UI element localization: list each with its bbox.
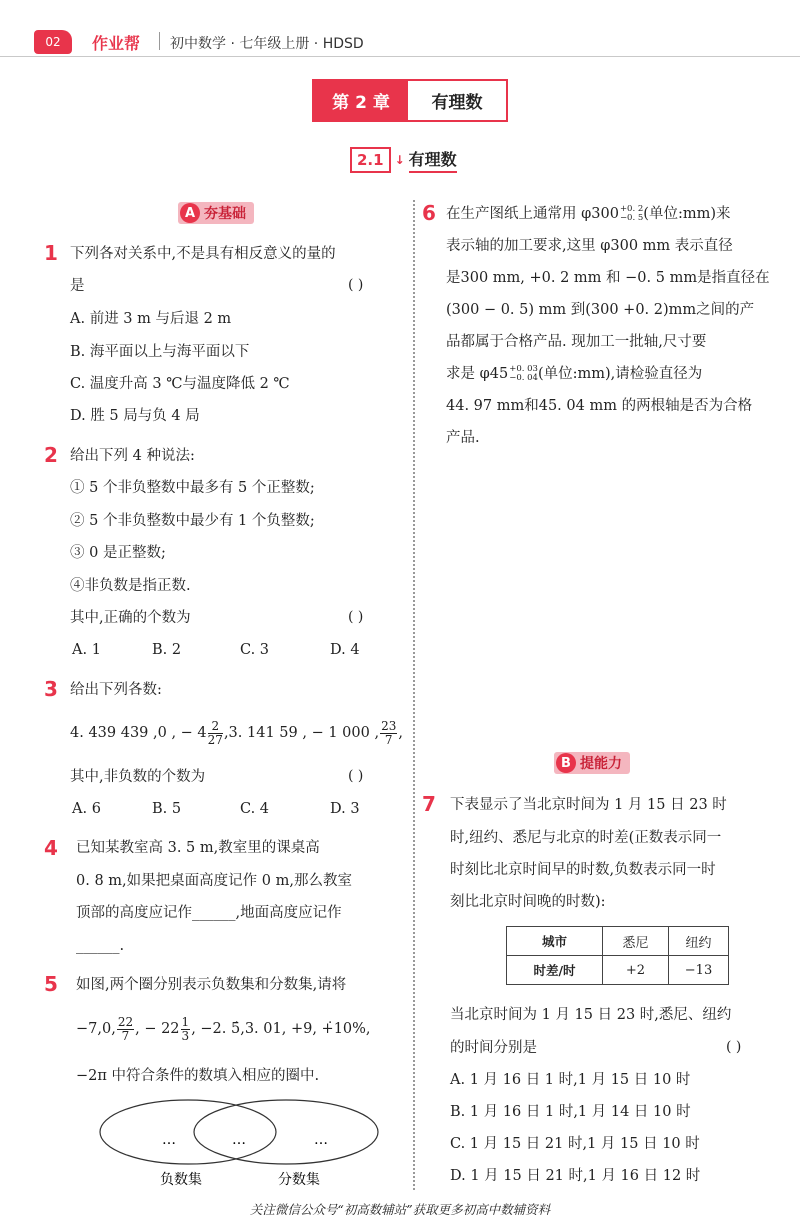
q2-option-b: B. 2 <box>152 642 182 658</box>
q5-fraction-2-num: 1 <box>181 1014 190 1029</box>
q7-option-d: D. 1 月 15 日 21 时,1 月 16 日 12 时 <box>450 1168 701 1184</box>
q2-stem: 给出下列 4 种说法: <box>70 448 195 464</box>
section-name: 有理数 <box>409 147 457 173</box>
q5-fraction-1-den: 7 <box>121 1028 130 1043</box>
venn-diagram <box>96 1092 386 1192</box>
q5-fraction-1-num: 22 <box>117 1014 134 1029</box>
q6-line-7: 44. 97 mm和45. 04 mm 的两根轴是否为合格 <box>446 398 753 414</box>
question-number-4: 4 <box>44 836 58 860</box>
header-rule <box>0 56 800 57</box>
q7-option-b: B. 1 月 16 日 1 时,1 月 14 日 10 时 <box>450 1104 691 1120</box>
q5-fraction-2 <box>181 1016 191 1043</box>
q1-option-c: C. 温度升高 3 ℃与温度降低 2 ℃ <box>70 376 290 392</box>
question-number-1: 1 <box>44 241 58 265</box>
page-number: 02 <box>34 30 72 54</box>
q6-line-2: 表示轴的加工要求,这里 φ300 mm 表示直径 <box>446 238 733 254</box>
table-cell: +2 <box>603 956 669 985</box>
tag-letter-b: B <box>556 753 576 773</box>
q3-fraction-1-num: 2 <box>208 720 223 734</box>
venn-right-label: 分数集 <box>278 1172 320 1188</box>
q5-line-3: −2π 中符合条件的数填入相应的圈中. <box>76 1068 320 1084</box>
q3-fraction-2 <box>380 720 397 747</box>
q1-option-a: A. 前进 3 m 与后退 2 m <box>70 311 232 327</box>
q3-fraction-2-den: 7 <box>384 732 393 747</box>
q6-line-1 <box>446 202 730 226</box>
q4-line-3: 顶部的高度应记作______,地面高度应记作 <box>76 905 342 921</box>
q2-statement-3: ③ 0 是正整数; <box>70 545 166 561</box>
q6-line-1-a: 在生产图纸上通常用 φ300 <box>446 206 619 222</box>
q1-option-d: D. 胜 5 局与负 4 局 <box>70 408 200 424</box>
chapter-number: 第 2 章 <box>314 81 408 120</box>
q7-line-2: 时,纽约、悉尼与北京的时差(正数表示同一 <box>450 830 722 846</box>
q3-numbers-b: ,3. 141 59 , − 1 000 , <box>223 725 380 741</box>
q6-line-8: 产品. <box>446 430 480 446</box>
question-number-3: 3 <box>44 677 58 701</box>
venn-left-dots: … <box>162 1132 176 1148</box>
q5-line-1: 如图,两个圈分别表示负数集和分数集,请将 <box>76 977 347 993</box>
fraction-set-ellipse <box>194 1100 378 1164</box>
tag-basic <box>178 202 254 224</box>
q5-number-list <box>76 1012 371 1046</box>
q5-numbers-b: , − 22 <box>135 1021 180 1037</box>
q2-statement-2: ② 5 个非负整数中最少有 1 个负整数; <box>70 513 315 529</box>
q1-stem-line2: 是 <box>70 278 85 294</box>
q7-question-line-2: 的时间分别是 <box>450 1040 537 1056</box>
q3-option-b: B. 5 <box>152 801 182 817</box>
q3-answer-bracket: ( ) <box>348 768 364 784</box>
q3-option-d: D. 3 <box>330 801 360 817</box>
q6-tolerance-2-upper: +0. 03 <box>509 364 538 374</box>
q6-line-3: 是300 mm, +0. 2 mm 和 −0. 5 mm是指直径在 <box>446 270 770 286</box>
section-number: 2.1 <box>350 147 391 173</box>
q6-line-5: 品都属于合格产品. 现加工一批轴,尺寸要 <box>446 334 707 350</box>
q6-tolerance-1-lower: −0. 5 <box>619 213 644 223</box>
venn-middle-dots: … <box>232 1132 246 1148</box>
q3-numbers-c: , <box>398 725 403 741</box>
q6-line-4: (300 − 0. 5) mm 到(300 +0. 2)mm之间的产 <box>446 302 755 318</box>
chapter-name: 有理数 <box>431 93 483 113</box>
table-cell: −13 <box>669 956 729 985</box>
question-number-5: 5 <box>44 972 58 996</box>
q3-option-c: C. 4 <box>240 801 270 817</box>
arrow-down-icon: ↓ <box>394 153 405 167</box>
question-number-2: 2 <box>44 443 58 467</box>
chapter-title <box>312 79 508 122</box>
tag-advanced <box>554 752 630 774</box>
q7-answer-bracket: ( ) <box>726 1039 742 1055</box>
q5-fraction-2-den: 3 <box>181 1028 190 1043</box>
tag-label-a: 夯基础 <box>204 206 246 222</box>
question-number-6: 6 <box>422 201 436 225</box>
q3-question: 其中,非负数的个数为 <box>70 769 206 785</box>
table-cell: 纽约 <box>669 927 729 956</box>
column-divider <box>413 200 415 1190</box>
venn-left-label: 负数集 <box>160 1172 202 1188</box>
q6-tolerance-2 <box>509 365 538 383</box>
q4-line-4: ______. <box>76 938 125 954</box>
q5-numbers-a: −7,0, <box>76 1021 116 1037</box>
q5-numbers-c: , −2. 5̇,3. 01, +9, +̇10%, <box>191 1021 371 1037</box>
q2-question: 其中,正确的个数为 <box>70 610 191 626</box>
footer-note: 关注微信公众号“初高数辅站”获取更多初高中数辅资料 <box>249 1202 551 1217</box>
q1-answer-bracket: ( ) <box>348 277 364 293</box>
q3-stem: 给出下列各数: <box>70 682 162 698</box>
q3-fraction-1 <box>208 720 223 747</box>
q7-line-4: 刻比北京时间晚的时数): <box>450 894 606 910</box>
q6-line-6-b: (单位:mm),请检验直径为 <box>537 366 703 382</box>
q2-statement-1: ① 5 个非负整数中最多有 5 个正整数; <box>70 480 315 496</box>
q6-tolerance-1-upper: +0. 2 <box>619 204 644 214</box>
q3-number-list <box>70 716 403 750</box>
q1-option-b: B. 海平面以上与海平面以下 <box>70 344 250 360</box>
section-title <box>350 146 457 174</box>
q2-answer-bracket: ( ) <box>348 609 364 625</box>
q2-option-c: C. 3 <box>240 642 270 658</box>
q6-line-6 <box>446 362 702 386</box>
tag-letter-a: A <box>180 203 200 223</box>
q7-question-line-1: 当北京时间为 1 月 15 日 23 时,悉尼、纽约 <box>450 1007 732 1023</box>
header-divider <box>159 32 160 50</box>
q6-tolerance-1 <box>620 205 643 223</box>
table-header-row <box>507 927 729 956</box>
tag-label-b: 提能力 <box>580 756 622 772</box>
q7-option-c: C. 1 月 15 日 21 时,1 月 15 日 10 时 <box>450 1136 700 1152</box>
venn-right-dots: … <box>314 1132 328 1148</box>
question-number-7: 7 <box>422 792 436 816</box>
q6-tolerance-2-lower: −0. 04 <box>509 373 538 383</box>
q2-option-a: A. 1 <box>72 642 101 658</box>
table-cell: 城市 <box>507 927 603 956</box>
page-header <box>0 0 800 58</box>
brand-name: 作业帮 <box>92 34 141 53</box>
q3-numbers-a: 4. 439 439 ,0 , − 4 <box>70 725 207 741</box>
q4-line-2: 0. 8 m,如果把桌面高度记作 0 m,那么教室 <box>76 873 352 889</box>
table-cell: 时差/时 <box>507 956 603 985</box>
book-title: 初中数学 · 七年级上册 · HDSD <box>170 36 364 52</box>
table-cell: 悉尼 <box>603 927 669 956</box>
q2-option-d: D. 4 <box>330 642 360 658</box>
q5-fraction-1 <box>117 1016 134 1043</box>
table-row <box>507 956 729 985</box>
q7-option-a: A. 1 月 16 日 1 时,1 月 15 日 10 时 <box>450 1072 691 1088</box>
q7-line-1: 下表显示了当北京时间为 1 月 15 日 23 时 <box>450 797 727 813</box>
q6-line-6-a: 求是 φ45 <box>446 366 509 382</box>
q3-fraction-2-num: 23 <box>381 718 397 733</box>
time-difference-table <box>506 926 729 985</box>
q3-option-a: A. 6 <box>72 801 101 817</box>
q7-line-3: 时刻比北京时间早的时数,负数表示同一时 <box>450 862 716 878</box>
q4-line-1: 已知某教室高 3. 5 m,教室里的课桌高 <box>76 840 320 856</box>
negative-set-ellipse <box>100 1100 276 1164</box>
q6-line-1-b: (单位:mm)来 <box>643 206 731 222</box>
q1-stem-line1: 下列各对关系中,不是具有相反意义的量的 <box>70 246 336 262</box>
q3-fraction-1-den: 27 <box>207 732 223 747</box>
q2-statement-4: ④非负数是指正数. <box>70 578 191 594</box>
